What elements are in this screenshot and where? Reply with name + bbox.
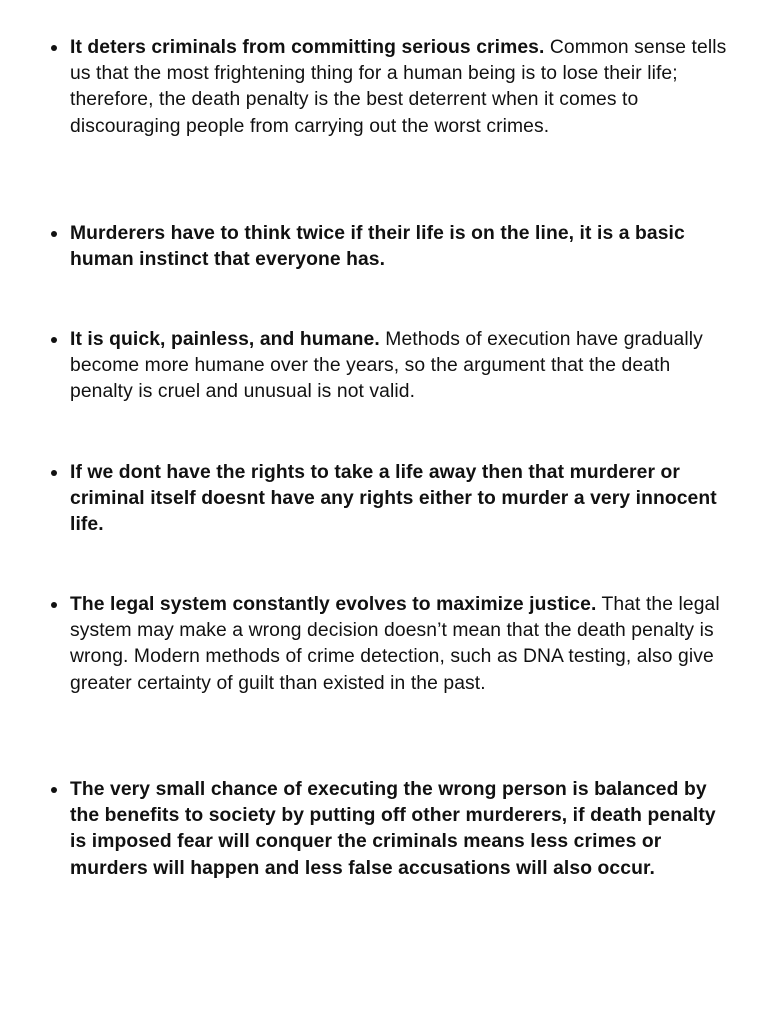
bullet-heading: If we dont have the rights to take a life away then that murderer or criminal itself doesnt have any rights either to murder a very innocent life. xyxy=(70,462,717,536)
bullet-heading: Murderers have to think twice if their life is on the line, it is a basic human instinct that everyone has. xyxy=(70,223,685,271)
bullet-heading: It deters criminals from committing serious crimes. xyxy=(70,37,545,58)
list-item xyxy=(70,592,732,697)
bullet-text: That the legal system may make a wrong decision doesn’t mean that the death penalty is wrong. Modern methods of crime detection, such as DNA testing, also give greater certainty of guilt than existed in the past. xyxy=(70,594,720,694)
bullet-text: Methods of execution have gradually become more humane over the years, so the argument that the death penalty is cruel and unusual is not valid. xyxy=(70,329,703,403)
bullet-heading: It is quick, painless, and humane. xyxy=(70,329,380,350)
list-item xyxy=(70,221,732,273)
bullet-text: Common sense tells us that the most frightening thing for a human being is to lose their life; therefore, the death penalty is the best deterrent when it comes to discouraging people from carrying out the worst crimes. xyxy=(70,37,727,137)
list-item xyxy=(70,35,732,140)
bullet-heading: The very small chance of executing the wrong person is balanced by the benefits to society by putting off other murderers, if death penalty is imposed fear will conquer the criminals means less crimes or murders will happen and less false accusations will also occur. xyxy=(70,779,716,879)
list-item xyxy=(70,327,732,406)
bullet-heading: The legal system constantly evolves to maximize justice. xyxy=(70,594,597,615)
list-item xyxy=(70,460,732,539)
list-item xyxy=(70,777,732,882)
